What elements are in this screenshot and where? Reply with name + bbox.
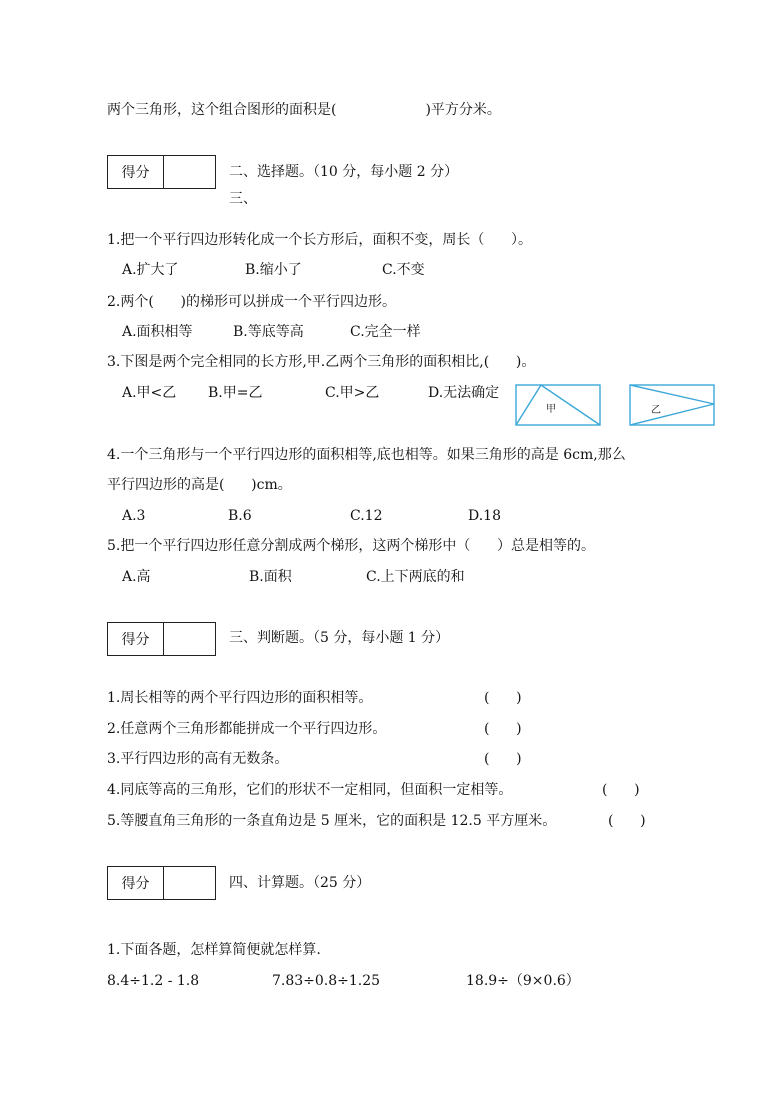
- s2-q1-text: 1.把一个平行四边形转化成一个长方形后，面积不变，周长（ ）。: [107, 232, 533, 248]
- score-input[interactable]: [164, 623, 215, 655]
- section3-title: 三、判断题。（5 分，每小题 1 分）: [229, 630, 450, 646]
- s2-q4-text-line2: 平行四边形的高是( )cm。: [107, 477, 292, 493]
- s2-q5-text: 5.把一个平行四边形任意分割成两个梯形，这两个梯形中（ ）总是相等的。: [107, 538, 596, 554]
- s3-item-3-answer[interactable]: ( ): [484, 751, 522, 767]
- section2-subtitle: 三、: [229, 191, 257, 207]
- s2-q4-option-b[interactable]: B.6: [228, 508, 252, 524]
- s2-q3-text: 3.下图是两个完全相同的长方形,甲.乙两个三角形的面积相比,( )。: [107, 354, 536, 370]
- score-box-section3: [107, 622, 216, 656]
- s2-q2-text: 2.两个( )的梯形可以拼成一个平行四边形。: [107, 294, 396, 310]
- s2-q1-option-a[interactable]: A.扩大了: [122, 262, 179, 278]
- score-input[interactable]: [164, 156, 215, 188]
- score-box-section4: [107, 866, 216, 900]
- score-box-section2: [107, 155, 216, 189]
- s2-q1-option-c[interactable]: C.不变: [382, 262, 425, 278]
- s2-q5-option-b[interactable]: B.面积: [249, 569, 292, 585]
- s2-q3-option-a[interactable]: A.甲<乙: [122, 385, 177, 401]
- s3-item-2-answer[interactable]: ( ): [484, 721, 522, 737]
- s3-item-3-text: 3.平行四边形的高有无数条。: [107, 751, 289, 767]
- s2-q5-option-c[interactable]: C.上下两底的和: [366, 569, 465, 585]
- score-label: 得分: [108, 867, 164, 899]
- score-label: 得分: [108, 623, 164, 655]
- s4-expr-3: 18.9÷（9×0.6）: [466, 973, 580, 989]
- s4-expr-2: 7.83÷0.8÷1.25: [272, 973, 381, 989]
- rectangle-figure-yi: [629, 384, 715, 426]
- rectangle-figure-jia: [515, 384, 601, 426]
- s2-q2-option-a[interactable]: A.面积相等: [122, 324, 193, 340]
- s2-q5-option-a[interactable]: A.高: [122, 569, 151, 585]
- section2-title: 二、选择题。（10 分，每小题 2 分）: [229, 164, 459, 180]
- s3-item-5-answer[interactable]: ( ): [608, 813, 646, 829]
- figure-label-yi: 乙: [651, 405, 661, 416]
- s3-item-1-answer[interactable]: ( ): [484, 690, 522, 706]
- s2-q4-option-d[interactable]: D.18: [468, 508, 501, 524]
- s2-q4-option-c[interactable]: C.12: [350, 508, 383, 524]
- figure-label-jia: 甲: [546, 404, 556, 415]
- section4-title: 四、计算题。（25 分）: [229, 875, 371, 891]
- figure-rect: [630, 385, 714, 425]
- score-label: 得分: [108, 156, 164, 188]
- s2-q2-option-c[interactable]: C.完全一样: [350, 324, 421, 340]
- intro-line: 两个三角形，这个组合图形的面积是( )平方分米。: [107, 102, 501, 118]
- s2-q3-option-c[interactable]: C.甲>乙: [325, 385, 380, 401]
- s3-item-4-answer[interactable]: ( ): [602, 782, 640, 798]
- s2-q2-option-b[interactable]: B.等底等高: [233, 324, 304, 340]
- s2-q1-option-b[interactable]: B.缩小了: [245, 262, 302, 278]
- s3-item-4-text: 4.同底等高的三角形，它们的形状不一定相同，但面积一定相等。: [107, 782, 513, 798]
- s3-item-5-text: 5.等腰直角三角形的一条直角边是 5 厘米，它的面积是 12.5 平方厘米。: [107, 813, 557, 829]
- s2-q4-text-line1: 4.一个三角形与一个平行四边形的面积相等,底也相等。如果三角形的高是 6cm,那么: [107, 447, 626, 463]
- s2-q3-option-d[interactable]: D.无法确定: [428, 385, 500, 401]
- s3-item-1-text: 1.周长相等的两个平行四边形的面积相等。: [107, 690, 373, 706]
- s4-expr-1: 8.4÷1.2 - 1.8: [107, 973, 200, 989]
- triangle-jia: [516, 385, 600, 425]
- triangle-yi: [630, 385, 714, 425]
- score-input[interactable]: [164, 867, 215, 899]
- s4-q1-text: 1.下面各题，怎样算简便就怎样算.: [107, 942, 321, 958]
- s2-q3-option-b[interactable]: B.甲=乙: [208, 385, 263, 401]
- s3-item-2-text: 2.任意两个三角形都能拼成一个平行四边形。: [107, 721, 387, 737]
- s2-q4-option-a[interactable]: A.3: [122, 508, 146, 524]
